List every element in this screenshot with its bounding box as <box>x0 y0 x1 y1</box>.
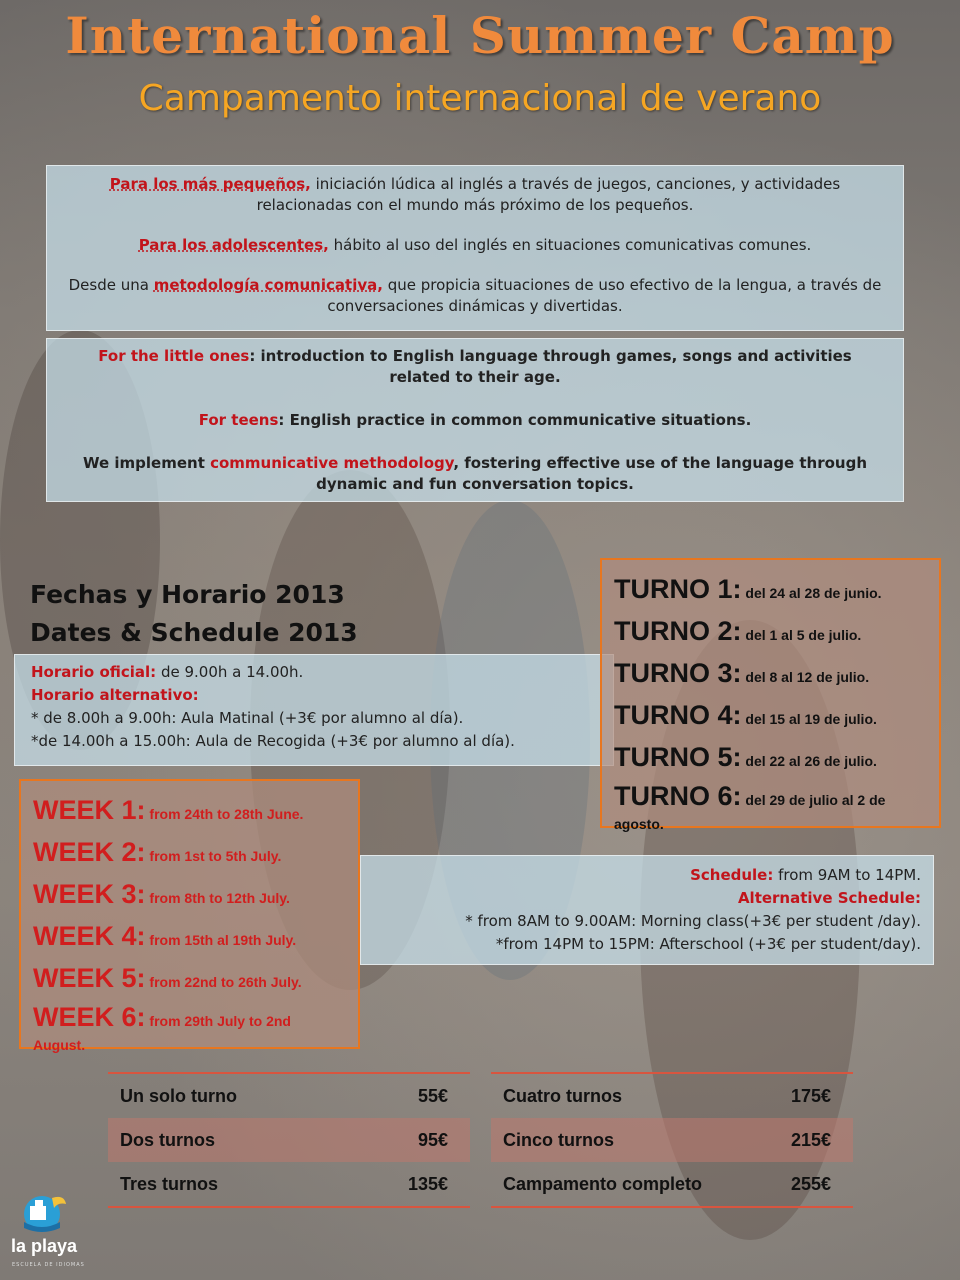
highlight-label: metodología comunicativa, <box>153 276 383 294</box>
week-dates: from 29th July to 2nd August. <box>33 1013 291 1053</box>
spanish-intro-box <box>46 165 904 331</box>
english-intro-paragraph <box>67 410 883 431</box>
turno-label: TURNO 5: <box>614 742 742 772</box>
schedule-title-en: Dates & Schedule 2013 <box>30 618 358 647</box>
turno-item <box>614 654 927 696</box>
turno-dates: del 22 al 26 de julio. <box>741 753 877 769</box>
weeks-box <box>19 779 360 1053</box>
logo-tagline: ESCUELA DE IDIOMAS <box>12 1262 85 1268</box>
official-text: de 9.00h a 14.00h. <box>156 663 304 681</box>
official-schedule <box>31 661 597 684</box>
highlight-label: Para los adolescentes, <box>138 236 329 254</box>
price-name: Campamento completo <box>503 1173 703 1194</box>
schedule-es-box <box>14 654 614 766</box>
paragraph-text: : introduction to English language through games, songs and activities related to their age. <box>249 347 852 386</box>
paragraph-text: iniciación lúdica al inglés a través de juegos, canciones, y actividades relacionadas con el mundo más próximo de los pequeños. <box>256 175 841 214</box>
spanish-intro-paragraph <box>67 275 883 317</box>
price-name: Cinco turnos <box>503 1129 614 1150</box>
price-value: 175€ <box>790 1085 831 1106</box>
table-divider <box>108 1206 470 1208</box>
page-subtitle: Campamento internacional de verano <box>138 78 822 119</box>
alternative-line: * de 8.00h a 9.00h: Aula Matinal (+3€ por alumno al día). <box>31 709 464 727</box>
week-item <box>33 833 346 875</box>
turno-item <box>614 696 927 738</box>
turno-dates: del 29 de julio al 2 de agosto. <box>614 792 886 832</box>
week-dates: from 24th to 28th June. <box>145 806 304 822</box>
turno-label: TURNO 2: <box>614 616 742 646</box>
price-row <box>491 1118 853 1162</box>
week-label: WEEK 4: <box>33 921 146 951</box>
week-item <box>33 875 346 917</box>
turno-item <box>614 570 927 612</box>
schedule-text: from 9AM to 14PM. <box>773 866 921 884</box>
turno-dates: del 24 al 28 de junio. <box>741 585 882 601</box>
schedule-line <box>373 864 921 887</box>
week-dates: from 22nd to 26th July. <box>145 974 302 990</box>
paragraph-text: , fostering effective use of the language through dynamic and fun conversation topics. <box>316 454 867 493</box>
price-table-left <box>108 1072 470 1208</box>
turno-label: TURNO 3: <box>614 658 742 688</box>
english-intro-paragraph <box>67 453 883 495</box>
price-value: 55€ <box>417 1085 448 1106</box>
week-label: WEEK 2: <box>33 837 146 867</box>
week-dates: from 15th al 19th July. <box>145 932 297 948</box>
turno-dates: del 1 al 5 de julio. <box>741 627 862 643</box>
turno-item <box>614 612 927 654</box>
price-name: Dos turnos <box>120 1129 216 1150</box>
spanish-intro-paragraph <box>67 174 883 216</box>
turno-dates: del 15 al 19 de julio. <box>741 711 877 727</box>
official-label: Horario oficial: <box>31 663 157 681</box>
schedule-title-es: Fechas y Horario 2013 <box>30 580 345 609</box>
week-item <box>33 791 346 833</box>
page-title: International Summer Camp <box>65 6 895 65</box>
price-name: Un solo turno <box>120 1085 237 1106</box>
turno-item <box>614 738 927 780</box>
highlight-label: communicative methodology <box>210 454 454 472</box>
highlight-label: Para los más pequeños, <box>109 175 311 193</box>
week-dates: from 8th to 12th July. <box>145 890 290 906</box>
schedule-label: Schedule: <box>690 866 774 884</box>
paragraph-text: que propicia situaciones de uso efectivo de la lengua, a través de conversaciones dinámicas y divertidas. <box>327 276 882 315</box>
turnos-box <box>600 558 941 832</box>
week-item <box>33 917 346 959</box>
turno-dates: del 8 al 12 de julio. <box>741 669 870 685</box>
alternative-line: *de 14.00h a 15.00h: Aula de Recogida (+3€ por alumno al día). <box>31 732 515 750</box>
turno-label: TURNO 6: <box>614 781 742 811</box>
week-label: WEEK 1: <box>33 795 146 825</box>
paragraph-text: We implement <box>82 454 211 472</box>
spanish-intro-paragraph <box>67 235 883 256</box>
highlight-label: For teens <box>198 411 279 429</box>
price-row <box>108 1162 470 1206</box>
turno-item <box>614 780 927 836</box>
price-row <box>491 1162 853 1206</box>
paragraph-text: hábito al uso del inglés en situaciones comunicativas comunes. <box>328 236 812 254</box>
week-label: WEEK 3: <box>33 879 146 909</box>
week-item <box>33 1001 346 1057</box>
paragraph-text: : English practice in common communicative situations. <box>278 411 752 429</box>
logo-text: la playa <box>11 1236 78 1256</box>
price-value: 255€ <box>790 1173 831 1194</box>
alternative-label: Horario alternativo: <box>31 686 199 704</box>
price-name: Cuatro turnos <box>503 1085 622 1106</box>
price-value: 215€ <box>790 1129 831 1150</box>
price-row <box>108 1074 470 1118</box>
paragraph-text: Desde una <box>68 276 154 294</box>
week-label: WEEK 5: <box>33 963 146 993</box>
english-intro-box <box>46 338 904 502</box>
turno-label: TURNO 4: <box>614 700 742 730</box>
week-item <box>33 959 346 1001</box>
alternative-line: *from 14PM to 15PM: Afterschool (+3€ per student/day). <box>495 935 921 953</box>
turno-label: TURNO 1: <box>614 574 742 604</box>
alternative-line: * from 8AM to 9.00AM: Morning class(+3€ per student /day). <box>465 912 921 930</box>
schedule-en-box <box>360 855 934 965</box>
price-value: 95€ <box>417 1129 448 1150</box>
price-table-right <box>491 1072 853 1208</box>
price-row <box>108 1118 470 1162</box>
highlight-label: For the little ones <box>98 347 250 365</box>
week-dates: from 1st to 5th July. <box>145 848 282 864</box>
alternative-schedule-label: Alternative Schedule: <box>737 889 921 907</box>
price-name: Tres turnos <box>120 1173 219 1194</box>
price-row <box>491 1074 853 1118</box>
table-divider <box>491 1206 853 1208</box>
english-intro-paragraph <box>67 346 883 388</box>
week-label: WEEK 6: <box>33 1002 146 1032</box>
price-value: 135€ <box>407 1173 448 1194</box>
